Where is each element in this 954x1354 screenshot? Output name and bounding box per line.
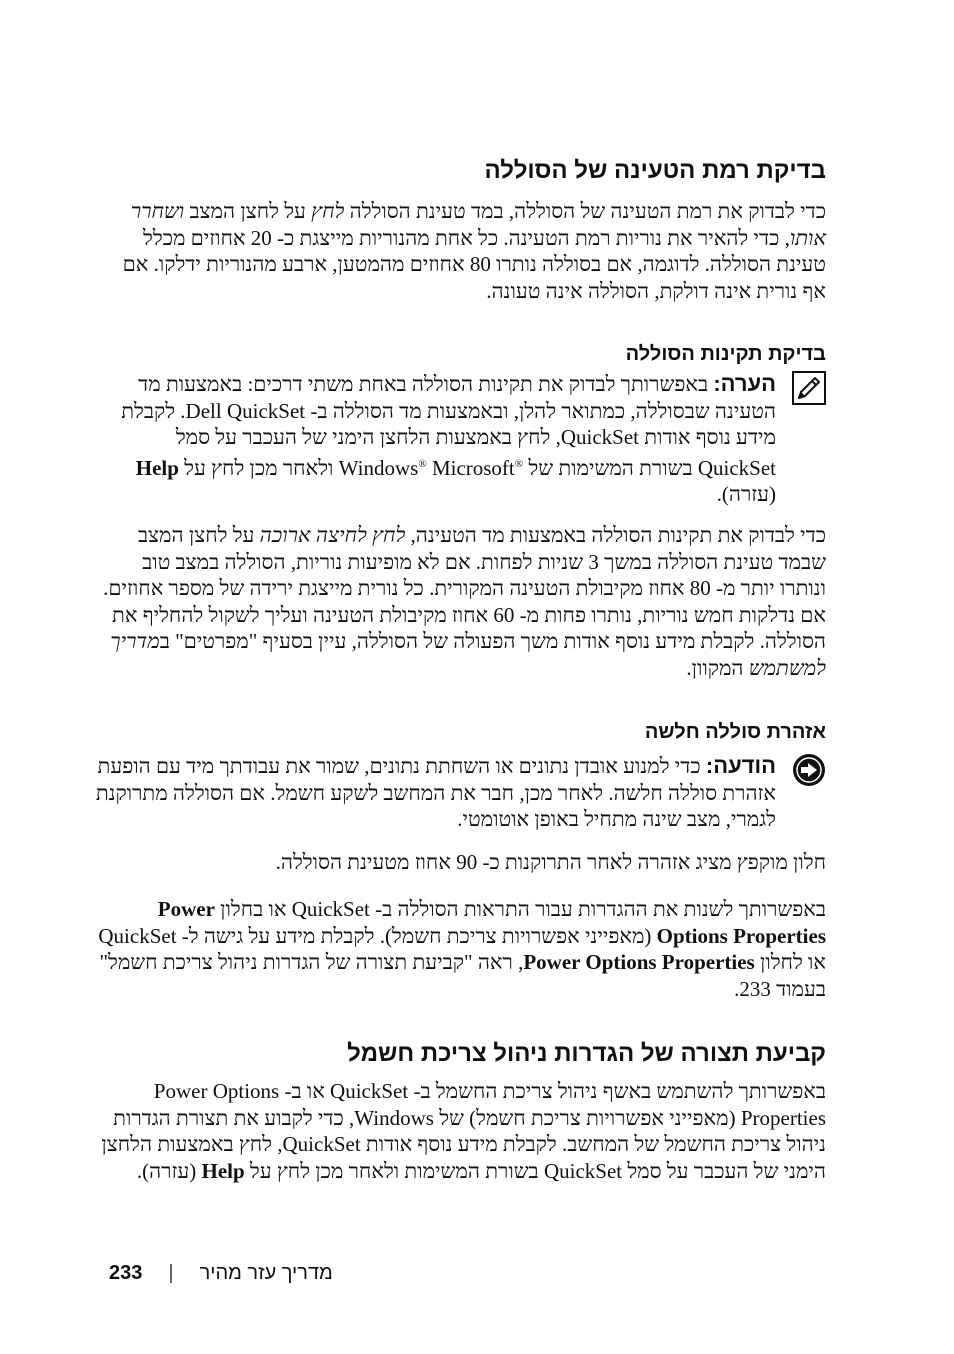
- note-text: [95, 371, 776, 508]
- notice-block: [95, 753, 826, 833]
- text-run: (מאפייני אפשרויות צריכת חשמל). לקבלת מידע על גישה ל- QuickSet או לחלון: [98, 923, 826, 974]
- battery-charge-paragraph: [95, 198, 826, 304]
- emphasis-run: מדריך למשתמש: [110, 629, 826, 680]
- low-battery-paragraph-1: חלון מוקפץ מציג אזהרה לאחר התרוקנות כ- 90 אחוז מטעינת הסוללה.: [275, 850, 826, 874]
- help-bold: Help: [201, 1158, 245, 1183]
- section-title-low-battery: אזהרת סוללה חלשה: [644, 721, 826, 743]
- text-run: באפשרותך לשנות את ההגדרות עבור התראות הסוללה ב- QuickSet או בחלון: [214, 897, 826, 921]
- footer-title: מדריך עזר מהיר: [199, 1262, 333, 1284]
- page-number: 233: [109, 1262, 143, 1284]
- text-run: המקוון.: [686, 655, 749, 680]
- text-run: כדי לבדוק את רמת הטעינה של הסוללה, במד טעינת הסוללה: [344, 199, 826, 223]
- section-title-battery-health: בדיקת תקינות הסוללה: [625, 343, 826, 365]
- footer-separator: |: [168, 1262, 174, 1284]
- windows-microsoft-run: [339, 456, 523, 480]
- notice-arrow-icon: [792, 753, 826, 787]
- text-run: באפשרותך להשתמש באשף ניהול צריכת החשמל ב- QuickSet או ב- Power Options Properties (מאפייני אפשרויות צריכת חשמל) של Windows, כדי לקבוע את תצורת הגדרות ניהול צריכת החשמל של המחשב. לקבלת מידע נוסף אודות QuickSet, לחץ באמצעות הלחצן הימני של העכבר על סמל QuickSet בשורת המשימות ולאחר מכן לחץ על: [101, 1079, 826, 1183]
- text-run: על לחצן המצב: [184, 199, 312, 223]
- low-battery-paragraph-2: [95, 896, 826, 1002]
- section-title-power-settings: קביעת תצורה של הגדרות ניהול צריכת חשמל: [347, 1040, 826, 1067]
- battery-health-paragraph: [95, 522, 826, 681]
- notice-text: [95, 753, 776, 833]
- emphasis-run: לחץ לחיצה ארוכה: [259, 523, 406, 547]
- windows-text: Windows: [338, 455, 419, 480]
- text-run: (עזרה).: [136, 1158, 202, 1183]
- notice-label: הודעה:: [705, 753, 776, 778]
- registered-mark: ®: [514, 457, 524, 470]
- registered-mark: ®: [418, 457, 427, 470]
- text-run: על לחצן המצב שבמד טעינת הסוללה במשך 3 שניות לפחות. אם לא מופיעות נוריות, הסוללה במצב טוב ונותרו יותר מ- 80 אחוז מקיבולת הטעינה המקורית. כל נורית מייצגת ירידה של מספר אחוזים. אם נדלקות חמש נוריות, נותרו פחות מ- 60 אחוז מקיבולת הטעינה ועליך לשקול להחליף את הסוללה. לקבלת מידע נוסף אודות משך הפעולה של הסוללה, עיין בסעיף "מפרטים" ב: [103, 523, 826, 653]
- microsoft-text: Microsoft: [431, 455, 515, 480]
- note-block: [95, 371, 826, 508]
- emphasis-run: לחץ: [311, 199, 345, 223]
- power-options-bold: Power Options Properties: [523, 950, 755, 974]
- emphasis-run: ושחרר אותו: [130, 199, 826, 250]
- help-bold: Help: [135, 455, 179, 480]
- power-settings-paragraph: [95, 1078, 826, 1184]
- text-run: כדי למנוע אובדן נתונים או השחתת נתונים, שמור את עבודתך מיד עם הופעת אזהרת סוללה חלשה. לאחר מכן, חבר את המחשב לשקע חשמל. אם הסוללה מתרוקנת לגמרי, מצב שינה מתחיל באופן אוטומטי.: [95, 754, 776, 831]
- note-label: הערה:: [713, 371, 776, 396]
- pencil-note-icon: [792, 371, 826, 405]
- text-run: , כדי להאיר את נוריות רמת הטעינה. כל אחת מהנוריות מייצגת כ- 20 אחוזים מכלל טעינת הסוללה. לדוגמה, אם בסוללה נותרו 80 אחוזים מהמטען, ארבע מהנוריות ידלקו. אם אף נורית אינה דולקת, הסוללה אינה טעונה.: [122, 225, 826, 303]
- text-run: ולאחר מכן לחץ על: [178, 455, 339, 480]
- text-run: (עזרה).: [716, 482, 776, 506]
- document-page: [95, 0, 826, 1354]
- power-options-bold: Power Options Properties: [157, 897, 826, 948]
- text-run: כדי לבדוק את תקינות הסוללה באמצעות מד הטעינה,: [405, 523, 826, 547]
- page-footer: [95, 1262, 826, 1285]
- section-title-battery-charge: בדיקת רמת הטעינה של הסוללה: [484, 157, 826, 184]
- text-run: , ראה "קביעת תצורה של הגדרות ניהול צריכת חשמל" בעמוד 233.: [99, 950, 826, 1001]
- text-run: באפשרותך לבדוק את תקינות הסוללה באחת משתי דרכים: באמצעות מד הטעינה שבסוללה, כמתואר להלן, ובאמצעות מד הסוללה ב- Dell QuickSet. לקבלת מידע נוסף אודות QuickSet, לחץ באמצעות הלחצן הימני של העכבר על סמל QuickSet בשורת המשימות של: [121, 372, 776, 480]
